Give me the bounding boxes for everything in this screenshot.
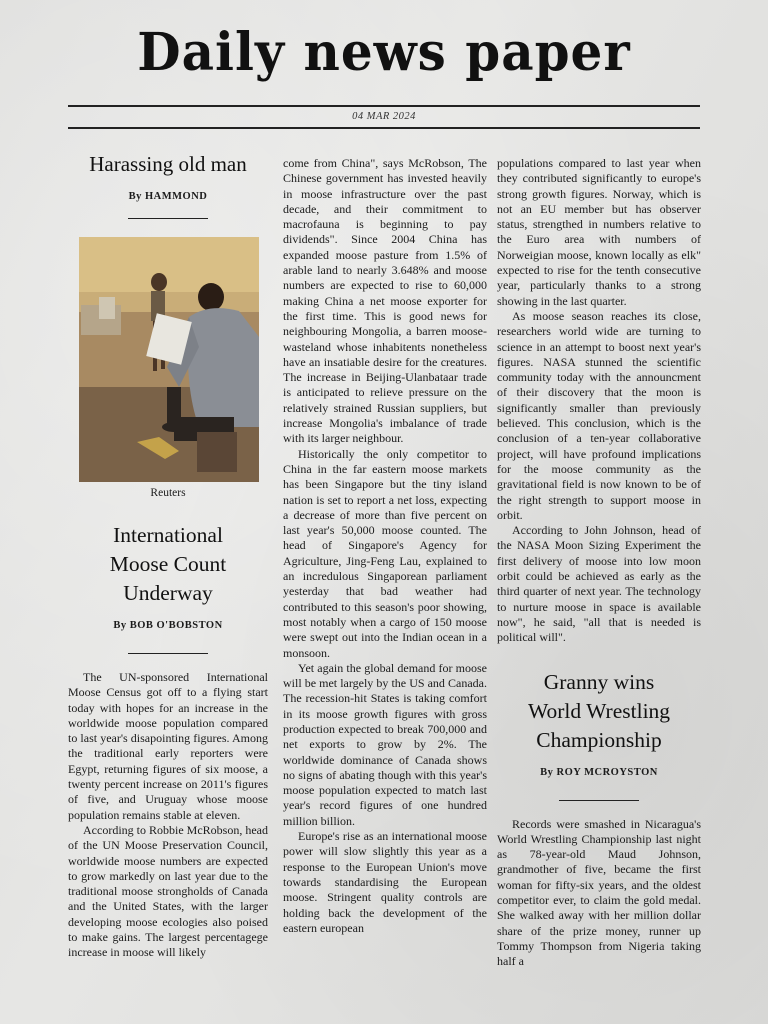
article3-headline-line: World Wrestling xyxy=(527,698,671,723)
paragraph: Yet again the global demand for moose will be met largely by the US and Canada. The recession-hit States is taking comfort in its moose growth figures with gross production expected to break 700,000 and net exports to grow by 2%. The worldwide dominance of Canada shows no signs of abating though with this year's moose population expected to match last year's record figures of one hundred million billion. xyxy=(283,660,487,828)
column-1 xyxy=(68,150,268,961)
masthead-title: Daily news paper xyxy=(137,20,631,83)
article3-body xyxy=(497,817,701,970)
article1-headline: Harassing old man xyxy=(89,152,247,176)
article2-body-col3 xyxy=(497,156,701,646)
article2-headline-line: International xyxy=(113,523,223,547)
article2-byline: By BOB O'BOBSTON xyxy=(113,620,223,631)
article1-divider xyxy=(128,218,208,219)
article2-body-col1 xyxy=(68,670,268,961)
column-2 xyxy=(283,156,487,936)
article3-divider xyxy=(559,800,639,801)
article2-headline xyxy=(68,521,268,608)
masthead-top-rule xyxy=(68,105,700,107)
paragraph: Historically the only competitor to China in the far eastern moose markets has been Singapore but the tiny island nation is set to report a net loss, expecting a decrease of more than five percent on last year's 50,000 moose counted. The head of Singapore's Agency for Agriculture, Jing-Feng Lau, explained to an incredulous Singaporean parliament yesterday that bad weather had contributed to this season's poor showing, most notably when a cargo of 150 moose were swept out into the Indian ocean in a monsoon. xyxy=(283,446,487,660)
photo-illustration xyxy=(79,237,259,482)
article3-byline: By ROY MCROYSTON xyxy=(540,766,658,778)
article1-byline: By HAMMOND xyxy=(128,191,208,202)
paragraph: Records were smashed in Nicaragua's World Wrestling Championship last night as 78-year-old Maud Johnson, grandmother of five, became the first woman for fifty-six years, and the oldest competitor ever, to claim the gold medal. She walked away with her million dollar share of the prize money, runner up Tommy Thompson from Nigeria taking half a xyxy=(497,816,701,969)
paragraph: As moose season reaches its close, researchers world wide are turning to science in an attempt to boost next year's figures. NASA stunned the scientific community today with the announcment of their discovery that the moon is significantly smaller than previously believed. This conclusion, which is the conclusion of a ten-year collaborative project, will have profound implications for the moose community as the gravitational field is now known to be of the right strength to support moose in orbit. xyxy=(497,308,701,522)
article2-headline-line: Moose Count xyxy=(109,552,227,576)
article3-headline-line: Granny wins xyxy=(543,669,655,694)
article3-headline xyxy=(497,668,701,755)
dateline: 04 MAR 2024 xyxy=(352,111,416,122)
article2-headline-line: Underway xyxy=(123,581,213,605)
article2-divider xyxy=(128,653,208,654)
paragraph: Europe's rise as an international moose power will slow slightly this year as a response to the European Union's move towards standardising the European moose. Stringent quality controls are holding back the development of the eastern european xyxy=(283,829,487,935)
paragraph: The UN-sponsored International Moose Census got off to a flying start today with hopes for an increase in the worldwide moose population compared to last year's disapointing figures. Among the traditional early reporters were Egypt, returning figures of six moose, a twenty percent increase on 2011's figures of five, and Uruguay whose moose population remains stable at eleven. xyxy=(68,670,268,822)
paragraph: come from China", says McRobson, The Chinese government has invested heavily in moose infrastructure over the past decade, and their commitment to macrofauna is beginning to pay dividends". Since 2004 China has expanded moose pasture from 1.5% of arable land to nearly 3.648% and moose numbers are expected to rise to 60,000 making China a net moose exporter for the first time. This is good news for neighbouring Mongolia, a barren moose-wasteland whose inhabitents nonetheless have an insatiable desire for the creatures. The increase in Beijing-Ulanbataar trade is anticipated to relieve pressure on the relatively strained Russian suppliers, but increase Mongolia's imbalance of trade with its larger neighbour. xyxy=(283,156,487,446)
paragraph: According to Robbie McRobson, head of the UN Moose Preservation Council, worldwide moose numbers are expected to grow markedly on last year due to the traditional moose strongholds of Canada and the United States, with the larger developing moose ecologies also poised to make gains. The largest percentagege increase in moose will likely xyxy=(68,822,268,960)
article1-photo xyxy=(79,237,259,482)
article3-headline-line: Championship xyxy=(536,727,662,752)
paragraph: populations compared to last year when they contributed significantly to europe's strong growth figures. Norway, which is not an EU member but has observer status, strengthed in numbers relative to the Euro area with numbers of Norweigian moose, known locally as elk" expected to rise for the tenth consecutive year, particularly thanks to a strong showing in the last quarter. xyxy=(497,156,701,308)
paragraph: According to John Johnson, head of the NASA Moon Sizing Experiment the first delivery of moose into low moon orbit could be achieved as early as the third quarter of next year. The technology to nurture moose in space is available now", he said, "all that is needed is political will". xyxy=(497,523,701,645)
masthead-bottom-rule xyxy=(68,127,700,129)
photo-caption: Reuters xyxy=(150,487,186,499)
column-3 xyxy=(497,156,701,969)
